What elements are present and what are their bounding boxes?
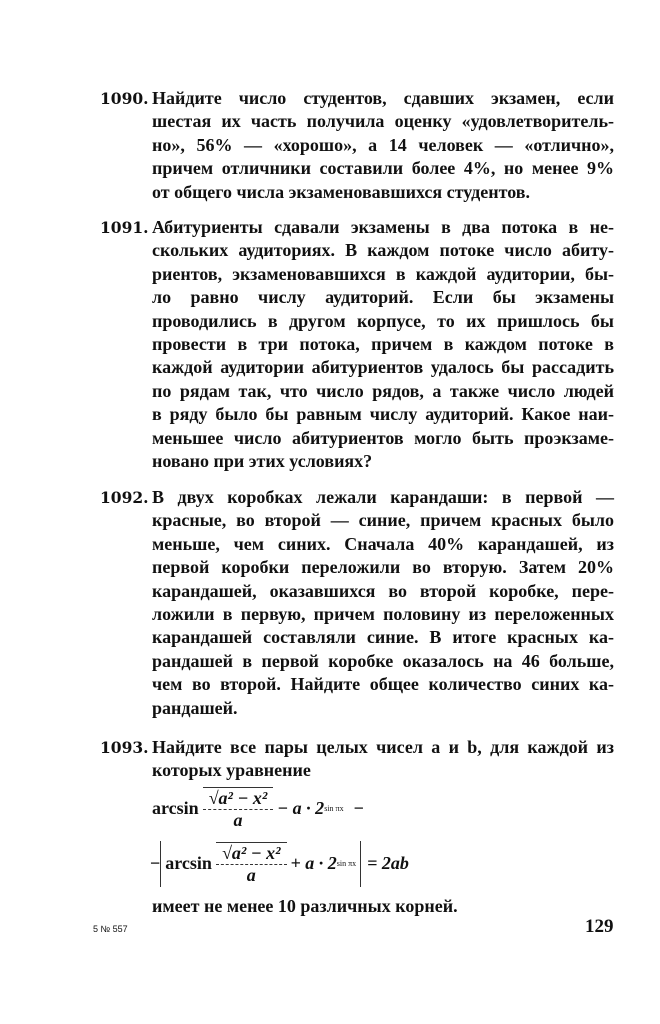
- text-line: Найдите число студентов, сдавших экзамен, если: [152, 88, 614, 108]
- text-line: рандашей.: [152, 697, 238, 718]
- fraction: [216, 842, 287, 886]
- term: + a · 2: [290, 853, 337, 874]
- problem-1093: [100, 736, 616, 918]
- text-line: которых уравнение: [152, 760, 311, 781]
- problem-number: 1091.: [100, 218, 149, 237]
- text-line: риентов, экзаменовавшихся в каждой аудитории, бы-: [152, 263, 614, 284]
- text-line: рандашей в первой коробке оказалось на 46 больше,: [152, 650, 614, 671]
- arcsin-label: arcsin: [165, 853, 212, 874]
- text-line: чем во второй. Найдите общее количество синих ка-: [152, 674, 614, 695]
- problem-text: [152, 736, 614, 783]
- text-line: ло равно числу аудиторий. Если бы экзамены: [152, 287, 614, 308]
- arcsin-label: arcsin: [152, 798, 199, 819]
- text-line: шестая их часть получила оценку «удовлетворитель-: [152, 111, 614, 132]
- text-line: новано при этих условиях?: [152, 450, 373, 471]
- page-number: 129: [585, 916, 614, 937]
- printer-signature: 5 № 557: [93, 924, 128, 934]
- text-line: но», 56% — «хорошо», а 14 человек — «отлично»,: [152, 134, 614, 155]
- equation-row-2: [150, 841, 409, 887]
- problem-text: [152, 486, 614, 720]
- text-line: проводились в другом корпусе, то их пришлось бы: [152, 310, 614, 331]
- text-line: скольких аудиториях. В каждом потоке число абиту-: [152, 240, 614, 261]
- text-line: меньше, чем синих. Сначала 40% карандашей, из: [152, 533, 614, 554]
- text-line: красные, во второй — синие, причем красных было: [152, 510, 614, 531]
- fraction: [203, 787, 274, 831]
- text-line: В двух коробках лежали карандаши: в первой —: [152, 487, 614, 507]
- exponent: sin πx: [324, 804, 344, 814]
- numerator: √a² − x²: [216, 842, 287, 865]
- equation-row-1: [152, 787, 364, 831]
- text-line: имеет не менее 10 различных корней.: [152, 895, 458, 916]
- text-line: меньшее число абитуриентов могло быть проэкзаме-: [152, 427, 614, 448]
- problem-number: 1092.: [100, 488, 149, 507]
- text-line: Абитуриенты сдавали экзамены в два потока в не-: [152, 217, 614, 237]
- absolute-value: [160, 841, 361, 887]
- text-line: каждой аудитории абитуриентов удалось бы рассадить: [152, 357, 614, 378]
- problem-number: 1093.: [100, 738, 149, 757]
- text-line: от общего числа экзаменовавшихся студентов.: [152, 181, 530, 202]
- numerator: √a² − x²: [203, 787, 274, 810]
- denominator: a: [233, 809, 243, 830]
- problem-text: [152, 216, 614, 473]
- denominator: a: [246, 864, 256, 885]
- text-line: провести в три потока, причем в каждом потоке в: [152, 333, 614, 354]
- minus-sign: −: [150, 853, 161, 874]
- minus-sign: −: [353, 798, 364, 819]
- text-line: карандашей составляли синие. В итоге красных ка-: [152, 627, 614, 648]
- problem-number: 1090.: [100, 89, 149, 108]
- exponent: sin πx: [336, 859, 357, 869]
- problem-1092: [100, 486, 616, 720]
- text-line: первой коробки переложили во вторую. Затем 20%: [152, 557, 614, 578]
- problem-text: [152, 87, 614, 204]
- text-line: ложили в первую, причем половину из переложенных: [152, 603, 614, 624]
- rhs: = 2ab: [367, 853, 409, 874]
- problem-1091: [100, 216, 616, 473]
- text-line: по рядам так, что число рядов, а также число людей: [152, 380, 614, 401]
- equation: [152, 783, 616, 895]
- text-line: Найдите все пары целых чисел a и b, для каждой из: [152, 737, 614, 757]
- problem-1090: [100, 87, 616, 204]
- text-line: карандашей, оказавшихся во второй коробке, пере-: [152, 580, 614, 601]
- term: − a · 2: [277, 798, 325, 819]
- problem-text-after: [152, 895, 614, 918]
- text-line: в ряду было бы равным числу аудиторий. Какое наи-: [152, 404, 614, 425]
- text-line: причем отличники составили более 4%, но менее 9%: [152, 158, 614, 179]
